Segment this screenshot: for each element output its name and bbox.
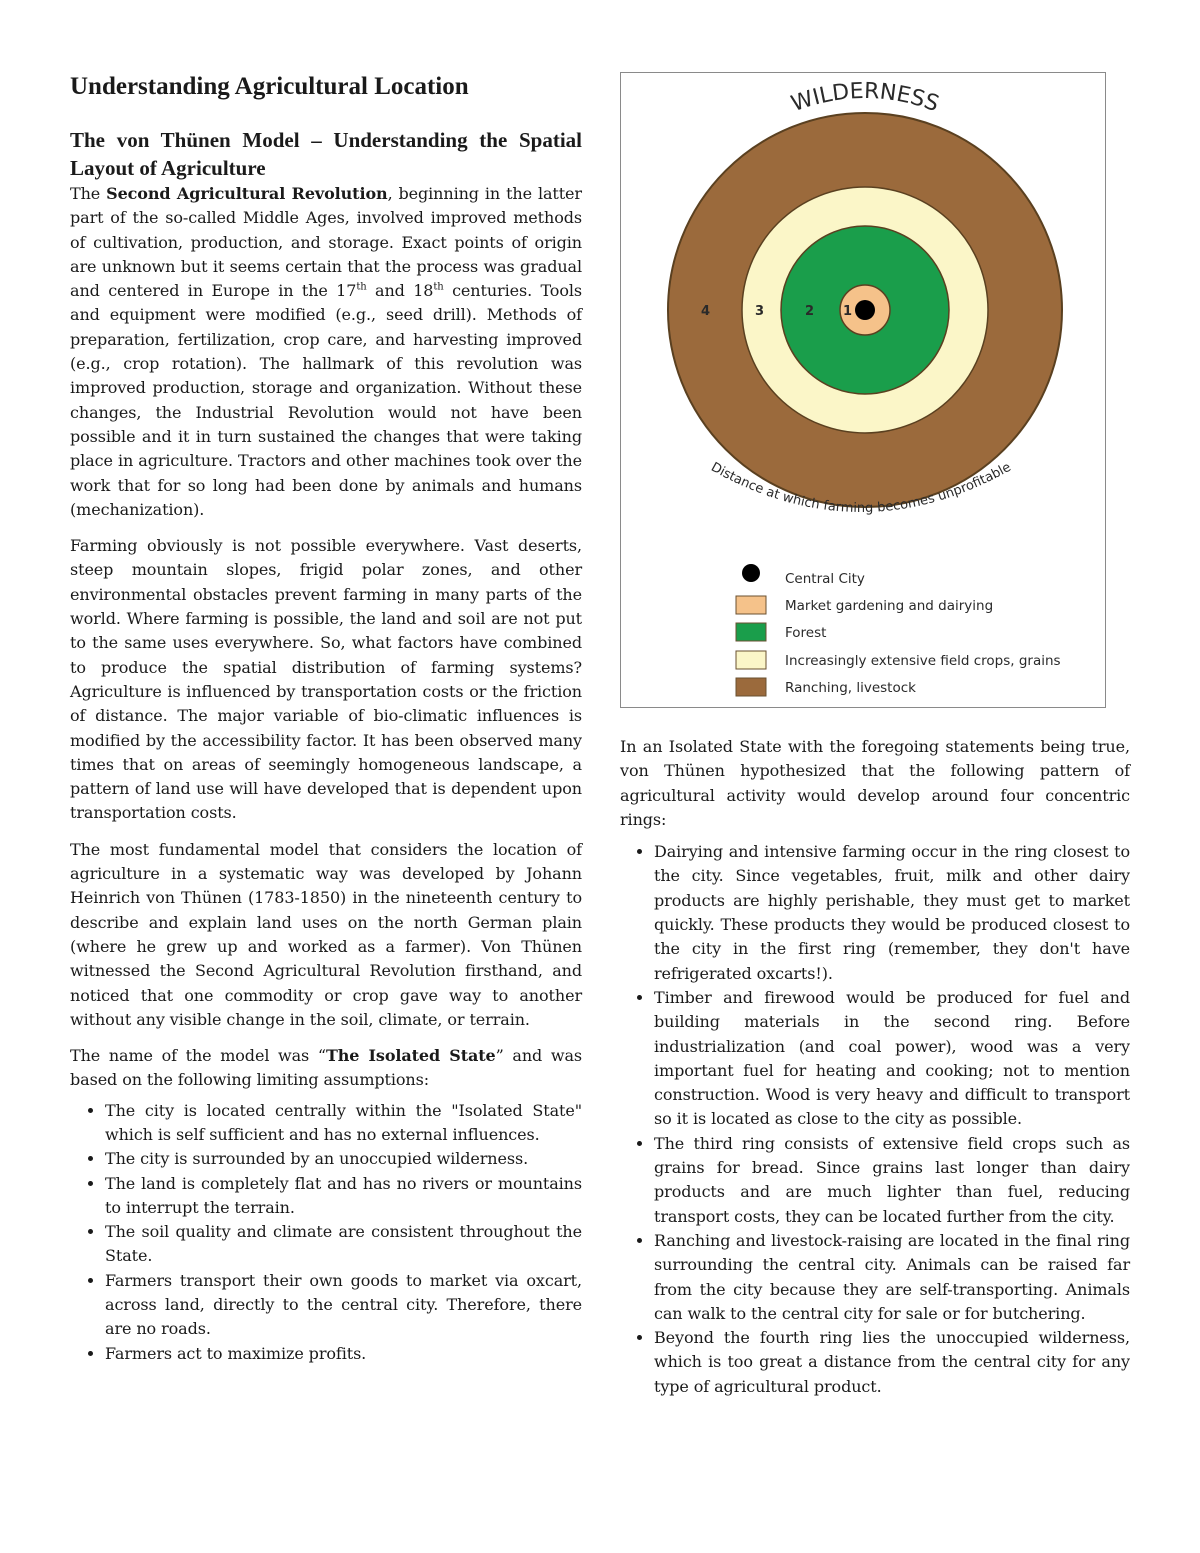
rings-list [620,840,1130,1399]
section-title: The von Thünen Model – Understanding the Spatial Layout of Agriculture [70,128,582,180]
wilderness-label: WILDERNESS [788,78,943,118]
left-column [70,70,582,1366]
legend-forest-label: Forest [785,625,827,641]
ring-number-3: 3 [755,304,765,319]
paragraph-isolated-state: The name of the model was “The Isolated State” and was based on the following limiting assumptions: [70,1046,583,1090]
legend-ranching-label: Ranching, livestock [785,680,916,696]
list-item: • The land is completely flat and has no rivers or mountains to interrupt the terrain. [105,1172,582,1221]
legend-crops-swatch [736,651,766,669]
term-second-agricultural-revolution: Second Agricultural Revolution [106,184,388,203]
legend-crops-label: Increasingly extensive field crops, grains [785,653,1061,669]
document-title: Understanding Agricultural Location [70,73,469,100]
legend-market-label: Market gardening and dairying [785,598,994,614]
legend-central-city-label: Central City [785,571,865,587]
term-isolated-state: The Isolated State [325,1046,496,1066]
legend-forest-swatch [736,623,766,641]
diagram-svg [621,73,1105,707]
paragraph-von-thunen: The most fundamental model that considers the location of agriculture in a systematic way was developed by Johann Heinrich von Thünen (1783-1850) in the nineteenth century to describe and explain land uses on the north German plain (where he grew up and worked as a farmer). Von Thünen witnessed the Second Agricultural Revolution firsthand, and noticed that one commodity or crop gave way to another without any visible change in the soil, climate, or terrain. [70,839,582,1029]
list-item: • The third ring consists of extensive field crops such as grains for bread. Since grains last longer than dairy products and are much lighter than fuel, reducing transport costs, they can be located further from the city. [654,1132,1130,1229]
von-thunen-diagram [620,72,1106,708]
legend-central-city-swatch [742,564,760,582]
list-item: • Farmers act to maximize profits. [105,1342,582,1366]
central-city-dot [855,300,875,320]
legend-market-swatch [736,596,766,614]
paragraph-rings-intro: In an Isolated State with the foregoing statements being true, von Thünen hypothesized that the following pattern of agricultural activity would develop around four concentric rings: [620,737,1130,829]
legend-ranching-swatch [736,678,766,696]
list-item: • Farmers transport their own goods to market via oxcart, across land, directly to the central city. Therefore, there are no roads. [105,1269,582,1342]
distance-label: Distance at which farming becomes unprofitable [708,459,1014,517]
right-column [620,72,1130,1399]
paragraph-second-revolution: The Second Agricultural Revolution, beginning in the latter part of the so-called Middle Ages, involved improved methods of cultivation, production, and storage. Exact points of origin are unknown but it seems certain that the process was gradual and centered in Europe in the 17th and 18th centuries. Tools and equipment were modified (e.g., seed drill). Methods of preparation, fertilization, crop care, and harvesting improved (e.g., crop rotation). The hallmark of this revolution was improved production, storage and organization. Without these changes, the Industrial Revolution would not have been possible and it in turn sustained the changes that were taking place in agriculture. Tractors and other machines took over the work that for so long had been done by animals and humans (mechanization). [70,184,583,519]
list-item: • Ranching and livestock-raising are located in the final ring surrounding the central city. Animals can be raised far from the city because they are self-transporting. Animals can walk to the central city for sale or for butchering. [654,1229,1130,1326]
paragraph-farming-factors: Farming obviously is not possible everywhere. Vast deserts, steep mountain slopes, frigid polar zones, and other environmental obstacles prevent farming in many parts of the world. Where farming is possible, the land and soil are not put to the same uses everywhere. So, what factors have combined to produce the spatial distribution of farming systems? Agriculture is influenced by transportation costs or the friction of distance. The major variable of bio-climatic influences is modified by the accessibility factor. It has been observed many times that on areas of seemingly homogeneous landscape, a pattern of land use will have developed that is dependent upon transportation costs. [70,536,582,823]
ring-number-1: 1 [843,304,853,319]
ring-number-2: 2 [805,304,815,319]
list-item: • The city is located centrally within the "Isolated State" which is self sufficient and has no external influences. [105,1099,582,1148]
assumptions-list [70,1099,582,1366]
list-item: • Dairying and intensive farming occur in the ring closest to the city. Since vegetables, fruit, milk and other dairy products are highly perishable, they must get to market quickly. These products they would be produced closest to the city in the first ring (remember, they don't have refrigerated oxcarts!). [654,840,1130,986]
list-item: • The soil quality and climate are consistent throughout the State. [105,1220,582,1269]
list-item: • The city is surrounded by an unoccupied wilderness. [105,1147,582,1171]
list-item: • Beyond the fourth ring lies the unoccupied wilderness, which is too great a distance from the central city for any type of agricultural product. [654,1326,1130,1399]
ring-number-4: 4 [701,304,711,319]
list-item: • Timber and firewood would be produced for fuel and building materials in the second ring. Before industrialization (and coal power), wood was a very important fuel for heating and cooking; not to mention construction. Wood is very heavy and difficult to transport so it is located as close to the city as possible. [654,986,1130,1132]
legend [736,564,1061,696]
